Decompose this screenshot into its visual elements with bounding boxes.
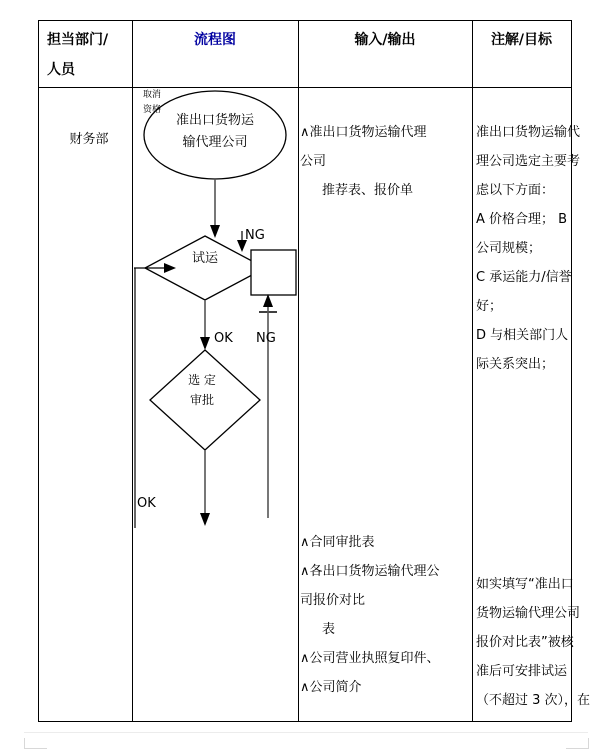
decision2-label [152, 370, 252, 410]
cancel-qualification-box-shape [251, 250, 296, 295]
page-boundary-rule [24, 732, 588, 733]
io-bottom-line-4: 表 [322, 622, 336, 637]
branch-label-ok-1: OK [214, 331, 233, 346]
input-output-bottom-block [300, 528, 472, 702]
decision2-label-line1: 选 定 [188, 373, 216, 387]
page-corner-mark-right [566, 738, 589, 749]
note-top-line-3: 虑以下方面： [476, 183, 555, 198]
note-bottom-line-1: 如实填写“准出口 [476, 577, 574, 592]
flowchart-canvas [132, 88, 298, 720]
branch-label-ng-1: NG [245, 228, 265, 243]
io-bottom-line-3: 司报价对比 [300, 593, 366, 608]
column-divider-3 [472, 21, 473, 721]
notes-top-block [476, 118, 581, 379]
note-top-line-9: 际关系突出； [476, 357, 555, 372]
io-bottom-line-2: ∧各出口货物运输代理公 [300, 564, 440, 579]
header-row-divider [39, 87, 571, 88]
note-top-line-7: 好； [476, 299, 503, 314]
header-input-output: 输入/输出 [354, 32, 416, 48]
header-department-line1: 担当部门/ [47, 32, 109, 48]
note-bottom-line-5: （不超过 3 次），在 [476, 693, 591, 708]
note-top-line-8: D 与相关部门人 [476, 328, 569, 343]
io-bottom-line-6: ∧公司简介 [300, 680, 362, 695]
notes-bottom-block [476, 570, 591, 715]
io-top-line-2: 公司 [300, 154, 327, 169]
arrowhead-to-decision1 [210, 225, 220, 238]
io-bottom-line-1: ∧合同审批表 [300, 535, 375, 550]
start-oval-label [147, 110, 283, 154]
note-top-line-1: 准出口货物运输代 [476, 125, 581, 140]
note-top-line-5: 公司规模； [476, 241, 542, 256]
branch-label-ng-2: NG [256, 331, 276, 346]
header-department [40, 20, 132, 86]
arrowhead-ng-into-cancel-box [263, 294, 273, 307]
decision2-label-line2: 审批 [189, 393, 214, 407]
header-flowchart: 流程图 [194, 32, 236, 48]
io-top-line-3: 推荐表、报价单 [322, 183, 414, 198]
note-top-line-2: 理公司选定主要考 [476, 154, 581, 169]
start-oval-label-line2: 输代理公司 [182, 135, 248, 150]
start-oval-label-line1: 准出口货物运 [175, 113, 254, 128]
branch-label-ok-2: OK [137, 496, 156, 511]
note-bottom-line-3: 报价对比表”被核 [476, 635, 574, 650]
note-top-line-6: C 承运能力/信誉 [476, 270, 572, 285]
header-department-line2: 人员 [47, 62, 75, 78]
arrowhead-to-decision2 [200, 337, 210, 350]
io-bottom-line-5: ∧公司营业执照复印件、 [300, 651, 440, 666]
io-top-line-1: ∧准出口货物运输代理 [300, 125, 427, 140]
note-top-line-4: A 价格合理； B [476, 212, 568, 227]
note-bottom-line-2: 货物运输代理公司 [476, 606, 581, 621]
header-note-target: 注解/目标 [490, 32, 553, 48]
decision1-label: 试运 [191, 251, 218, 266]
page-corner-mark-left [24, 738, 47, 749]
note-bottom-line-4: 准后可安排试运 [476, 664, 568, 679]
arrowhead-decision2-ok [200, 513, 210, 526]
column-divider-2 [298, 21, 299, 721]
input-output-top-block [300, 118, 472, 205]
cancel-qualification-line2: 资格 [142, 105, 161, 115]
department-cell-label: 财务部 [69, 132, 109, 147]
cancel-qualification-line1: 取消 [142, 90, 161, 100]
